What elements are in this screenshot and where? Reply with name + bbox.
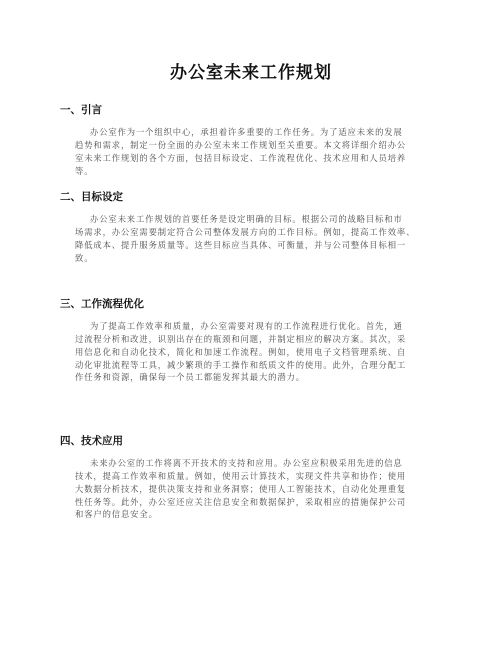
paragraph-line: 降低成本、提升服务质量等。这些目标应当具体、可衡量，并与公司整体目标相一 (75, 239, 407, 250)
document-title: 办公室未来工作规划 (170, 63, 332, 83)
section-paragraph-workflow (75, 320, 435, 384)
section-heading-goals: 二、目标设定 (60, 191, 123, 203)
paragraph-line: 等。 (75, 165, 94, 176)
section-heading-technology: 四、技术应用 (60, 435, 123, 447)
paragraph-line: 为了提高工作效率和质量，办公室需要对现有的工作流程进行优化。首先，通 (90, 321, 403, 331)
paragraph-line: 和客户的信息安全。 (75, 509, 158, 520)
paragraph-line: 作任务和资源，确保每一个员工都能发挥其最大的潜力。 (75, 372, 305, 383)
section-heading-intro: 一、引言 (60, 104, 102, 116)
paragraph-line: 办公室作为一个组织中心，承担着许多重要的工作任务。为了适应未来的发展 (90, 127, 403, 137)
paragraph-line: 动化审批流程等工具，减少繁琐的手工操作和纸质文件的使用。此外，合理分配工 (75, 359, 407, 370)
paragraph-line: 技术，提高工作效率和质量。例如，使用云计算技术，实现文件共享和协作；使用 (75, 470, 407, 481)
section-paragraph-technology (75, 457, 435, 521)
paragraph-line: 场需求，办公室需要制定符合公司整体发展方向的工作目标。例如，提高工作效率、 (75, 226, 416, 237)
section-paragraph-goals (75, 213, 435, 264)
paragraph-line: 过流程分析和改进，识别出存在的瓶颈和问题，并制定相应的解决方案。其次，采 (75, 333, 407, 344)
paragraph-line: 用信息化和自动化技术，简化和加速工作流程。例如，使用电子文档管理系统、自 (75, 346, 407, 357)
paragraph-line: 办公室未来工作规划的首要任务是设定明确的目标。根据公司的战略目标和市 (90, 214, 403, 224)
paragraph-line: 未来办公室的工作将离不开技术的支持和应用。办公室应积极采用先进的信息 (90, 458, 403, 468)
section-paragraph-intro (75, 126, 435, 177)
paragraph-line: 趋势和需求，制定一份全面的办公室未来工作规划至关重要。本文将详细介绍办公 (75, 139, 407, 150)
section-heading-workflow: 三、工作流程优化 (60, 298, 144, 310)
paragraph-line: 室未来工作规划的各个方面，包括目标设定、工作流程优化、技术应用和人员培养 (75, 152, 407, 163)
paragraph-line: 性任务等。此外，办公室还应关注信息安全和数据保护，采取相应的措施保护公司 (75, 496, 407, 507)
paragraph-line: 大数据分析技术，提供决策支持和业务洞察；使用人工智能技术，自动化处理重复 (75, 483, 407, 494)
paragraph-line: 致。 (75, 252, 94, 263)
